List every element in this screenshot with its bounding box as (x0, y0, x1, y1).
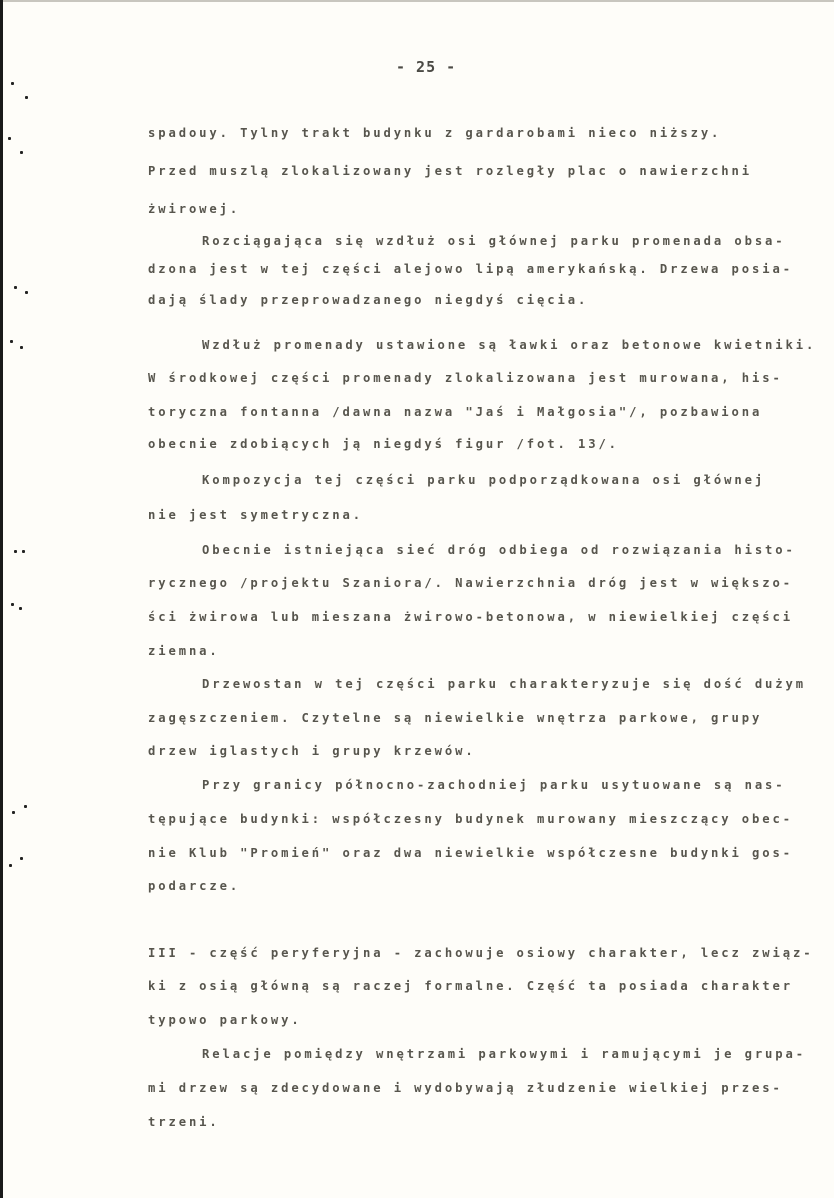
margin-mark (11, 82, 14, 85)
text-line: spadouy. Tylny trakt budynku z gardarobami nieco niższy. (148, 126, 722, 140)
margin-mark (20, 151, 23, 154)
text-line: Drzewostan w tej części parku charakteryzuje się dość dużym (202, 677, 807, 691)
text-line: Rozciągająca się wzdłuż osi głównej parku promenada obsa- (202, 234, 786, 248)
text-line: Wzdłuż promenady ustawione są ławki oraz betonowe kwietniki. (202, 338, 817, 352)
margin-mark (8, 137, 11, 140)
text-line: ści żwirowa lub mieszana żwirowo-betonowa, w niewielkiej części (148, 610, 793, 624)
page-number: - 25 - (396, 58, 457, 76)
margin-mark (12, 811, 15, 814)
margin-mark (19, 607, 22, 610)
margin-mark (9, 864, 12, 867)
text-line: obecnie zdobiących ją niegdyś figur /fot. 13/. (148, 437, 619, 451)
text-line: drzew iglastych i grupy krzewów. (148, 744, 476, 758)
margin-mark (20, 857, 23, 860)
text-line: rycznego /projektu Szaniora/. Nawierzchnia dróg jest w większo- (148, 576, 793, 590)
scan-top-edge (0, 0, 834, 2)
text-line: Przed muszlą zlokalizowany jest rozległy plac o nawierzchni (148, 164, 753, 178)
text-line: toryczna fontanna /dawna nazwa "Jaś i Małgosia"/, pozbawiona (148, 405, 763, 419)
text-line: Obecnie istniejąca sieć dróg odbiega od rozwiązania histo- (202, 543, 796, 557)
text-line: żwirowej. (148, 202, 241, 216)
text-line: W środkowej części promenady zlokalizowana jest murowana, his- (148, 371, 783, 385)
section-heading-line: III - część peryferyjna - zachowuje osiowy charakter, lecz związ- (148, 946, 814, 960)
text-line: dają ślady przeprowadzanego niegdyś cięcia. (148, 293, 589, 307)
margin-mark (11, 603, 14, 606)
margin-mark (22, 550, 25, 553)
margin-mark (20, 346, 23, 349)
text-line: zagęszczeniem. Czytelne są niewielkie wnętrza parkowe, grupy (148, 711, 763, 725)
margin-mark (24, 805, 27, 808)
text-line: Relacje pomiędzy wnętrzami parkowymi i ramującymi je grupa- (202, 1047, 807, 1061)
text-line: ziemna. (148, 644, 220, 658)
text-line: nie jest symetryczna. (148, 508, 363, 522)
text-line: podarcze. (148, 879, 241, 893)
text-line: nie Klub "Promień" oraz dwa niewielkie współczesne budynki gos- (148, 846, 793, 860)
text-line: mi drzew są zdecydowane i wydobywają złudzenie wielkiej przes- (148, 1081, 783, 1095)
margin-mark (14, 550, 17, 553)
text-line: dzona jest w tej części alejowo lipą amerykańską. Drzewa posia- (148, 262, 793, 276)
text-line: typowo parkowy. (148, 1013, 302, 1027)
text-line: tępujące budynki: współczesny budynek murowany mieszczący obec- (148, 812, 793, 826)
margin-mark (25, 96, 28, 99)
text-line: trzeni. (148, 1115, 220, 1129)
text-line: Kompozycja tej części parku podporządkowana osi głównej (202, 473, 766, 487)
margin-mark (25, 291, 28, 294)
margin-mark (14, 286, 17, 289)
text-line: ki z osią główną są raczej formalne. Część ta posiada charakter (148, 979, 793, 993)
margin-mark (10, 340, 13, 343)
scan-left-edge (0, 0, 3, 1198)
text-line: Przy granicy północno-zachodniej parku usytuowane są nas- (202, 778, 786, 792)
